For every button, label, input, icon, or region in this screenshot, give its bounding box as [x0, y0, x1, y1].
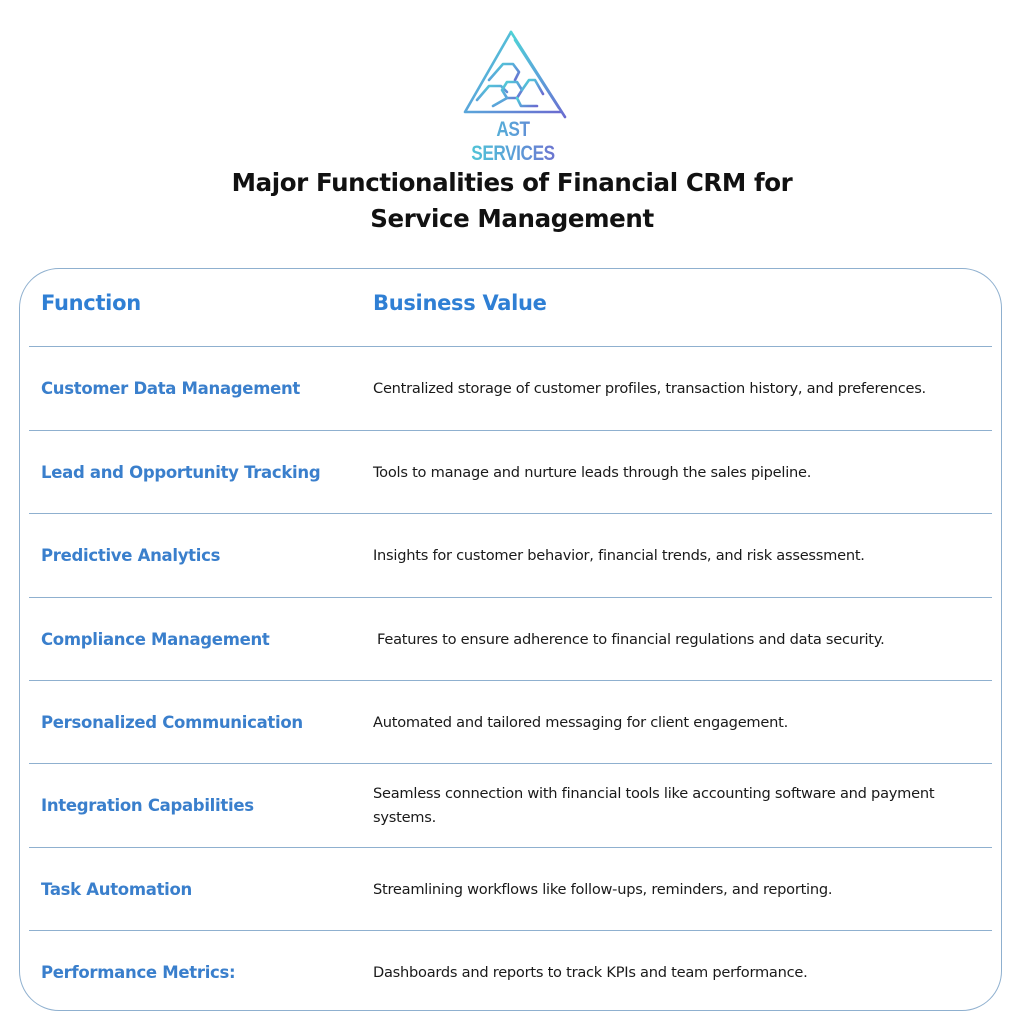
row-value: Insights for customer behavior, financial trends, and risk assessment. — [373, 546, 865, 564]
page-title — [0, 165, 1024, 237]
row-function: Predictive Analytics — [41, 546, 221, 566]
functionality-table — [19, 268, 1002, 1011]
row-function: Personalized Communication — [41, 713, 303, 733]
row-value: Automated and tailored messaging for client engagement. — [373, 713, 788, 731]
table-row — [20, 681, 1001, 765]
row-value: Centralized storage of customer profiles, transaction history, and preferences. — [373, 379, 926, 397]
table-row — [20, 764, 1001, 848]
header-function: Function — [41, 291, 141, 315]
row-value: Features to ensure adherence to financial regulations and data security. — [377, 630, 885, 648]
brand-name: AST SERVICES — [465, 118, 560, 166]
row-value: Seamless connection with financial tools like accounting software and payment systems. — [373, 784, 935, 826]
row-function: Lead and Opportunity Tracking — [41, 463, 321, 483]
row-function: Customer Data Management — [41, 379, 301, 399]
table-row — [20, 931, 1001, 1015]
row-value: Streamlining workflows like follow-ups, reminders, and reporting. — [373, 880, 833, 898]
page-title-line-2: Service Management — [370, 204, 654, 233]
table-row — [20, 598, 1001, 682]
triangle-hexagon-logo-icon — [455, 28, 571, 120]
row-function: Task Automation — [41, 880, 192, 900]
row-value: Tools to manage and nurture leads through the sales pipeline. — [373, 463, 812, 481]
row-value: Dashboards and reports to track KPIs and team performance. — [373, 963, 808, 981]
page-title-line-1: Major Functionalities of Financial CRM for — [231, 168, 793, 197]
header-business-value: Business Value — [373, 291, 547, 315]
table-row — [20, 347, 1001, 431]
row-function: Performance Metrics: — [41, 963, 236, 983]
table-row — [20, 514, 1001, 598]
table-header — [20, 269, 1001, 347]
row-function: Integration Capabilities — [41, 796, 254, 816]
table-row — [20, 431, 1001, 515]
table-row — [20, 848, 1001, 932]
row-function: Compliance Management — [41, 630, 270, 650]
brand-logo — [455, 28, 571, 165]
